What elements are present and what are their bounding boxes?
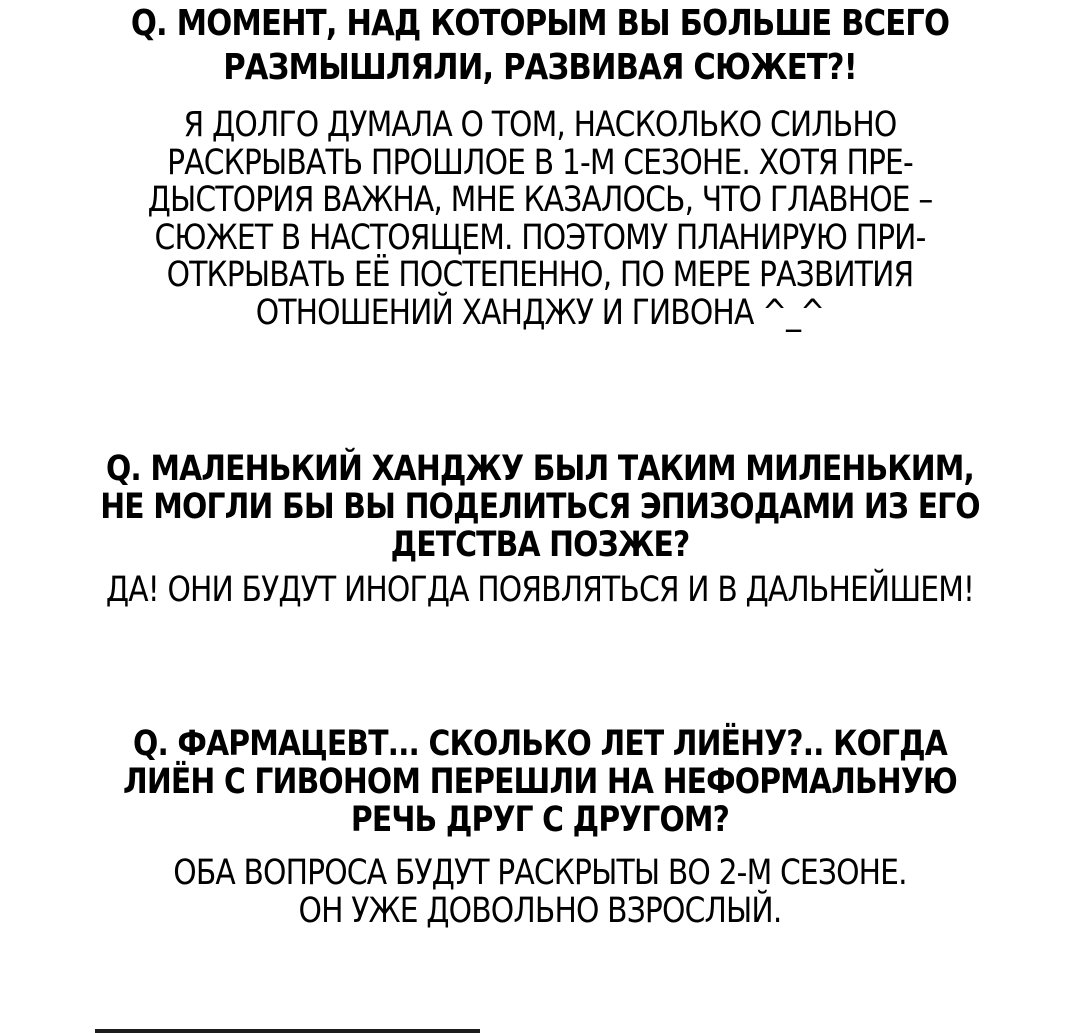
- question-line: НЕ МОГЛИ БЫ ВЫ ПОДЕЛИТЬСЯ ЭПИЗОДАМИ ИЗ ЕГО: [100, 487, 980, 527]
- question-line: Q. ФАРМАЦЕВТ... СКОЛЬКО ЛЕТ ЛИЁНУ?.. КОГДА: [133, 724, 947, 764]
- question-line: Q. МАЛЕНЬКИЙ ХАНДЖУ БЫЛ ТАКИМ МИЛЕНЬКИМ,: [105, 449, 975, 489]
- question-1-text: [81, 2, 999, 90]
- question-2-text: [81, 450, 999, 564]
- answer-line: РАСКРЫВАТЬ ПРОШЛОЕ В 1-М СЕЗОНЕ. ХОТЯ ПРЕ-: [167, 142, 913, 183]
- question-3-text: [81, 725, 999, 839]
- answer-line: ДЫСТОРИЯ ВАЖНА, МНЕ КАЗАЛОСЬ, ЧТО ГЛАВНОЕ –: [147, 180, 933, 220]
- next-panel-edge: [95, 1029, 480, 1033]
- answer-line: ДА! ОНИ БУДУТ ИНОГДА ПОЯВЛЯТЬСЯ И В ДАЛЬНЕЙШЕМ!: [105, 570, 975, 610]
- question-line: РЕЧЬ ДРУГ С ДРУГОМ?: [350, 800, 730, 840]
- question-line: РАЗМЫШЛЯЛИ, РАЗВИВАЯ СЮЖЕТ?!: [223, 47, 857, 88]
- answer-line: ОН УЖЕ ДОВОЛЬНО ВЗРОСЛЫЙ.: [298, 891, 782, 931]
- answer-line: ОБА ВОПРОСА БУДУТ РАСКРЫТЫ ВО 2-М СЕЗОНЕ.: [173, 853, 907, 893]
- answer-line: СЮЖЕТ В НАСТОЯЩЕМ. ПОЭТОМУ ПЛАНИРУЮ ПРИ-: [154, 217, 926, 258]
- question-line: ДЕТСТВА ПОЗЖЕ?: [390, 525, 690, 565]
- answer-line: ОТНОШЕНИЙ ХАНДЖУ И ГИВОНА ^_^: [255, 292, 825, 333]
- question-line: ЛИЁН С ГИВОНОМ ПЕРЕШЛИ НА НЕФОРМАЛЬНУЮ: [123, 762, 957, 802]
- answer-3-text: [81, 854, 999, 930]
- answer-line: Я ДОЛГО ДУМАЛА О ТОМ, НАСКОЛЬКО СИЛЬНО: [183, 105, 897, 145]
- answer-line: ОТКРЫВАТЬ ЕЁ ПОСТЕПЕННО, ПО МЕРЕ РАЗВИТИЯ: [166, 255, 914, 295]
- question-line: Q. МОМЕНТ, НАД КОТОРЫМ ВЫ БОЛЬШЕ ВСЕГО: [130, 3, 950, 44]
- answer-1-text: [81, 107, 999, 332]
- answer-2-text: [81, 571, 999, 609]
